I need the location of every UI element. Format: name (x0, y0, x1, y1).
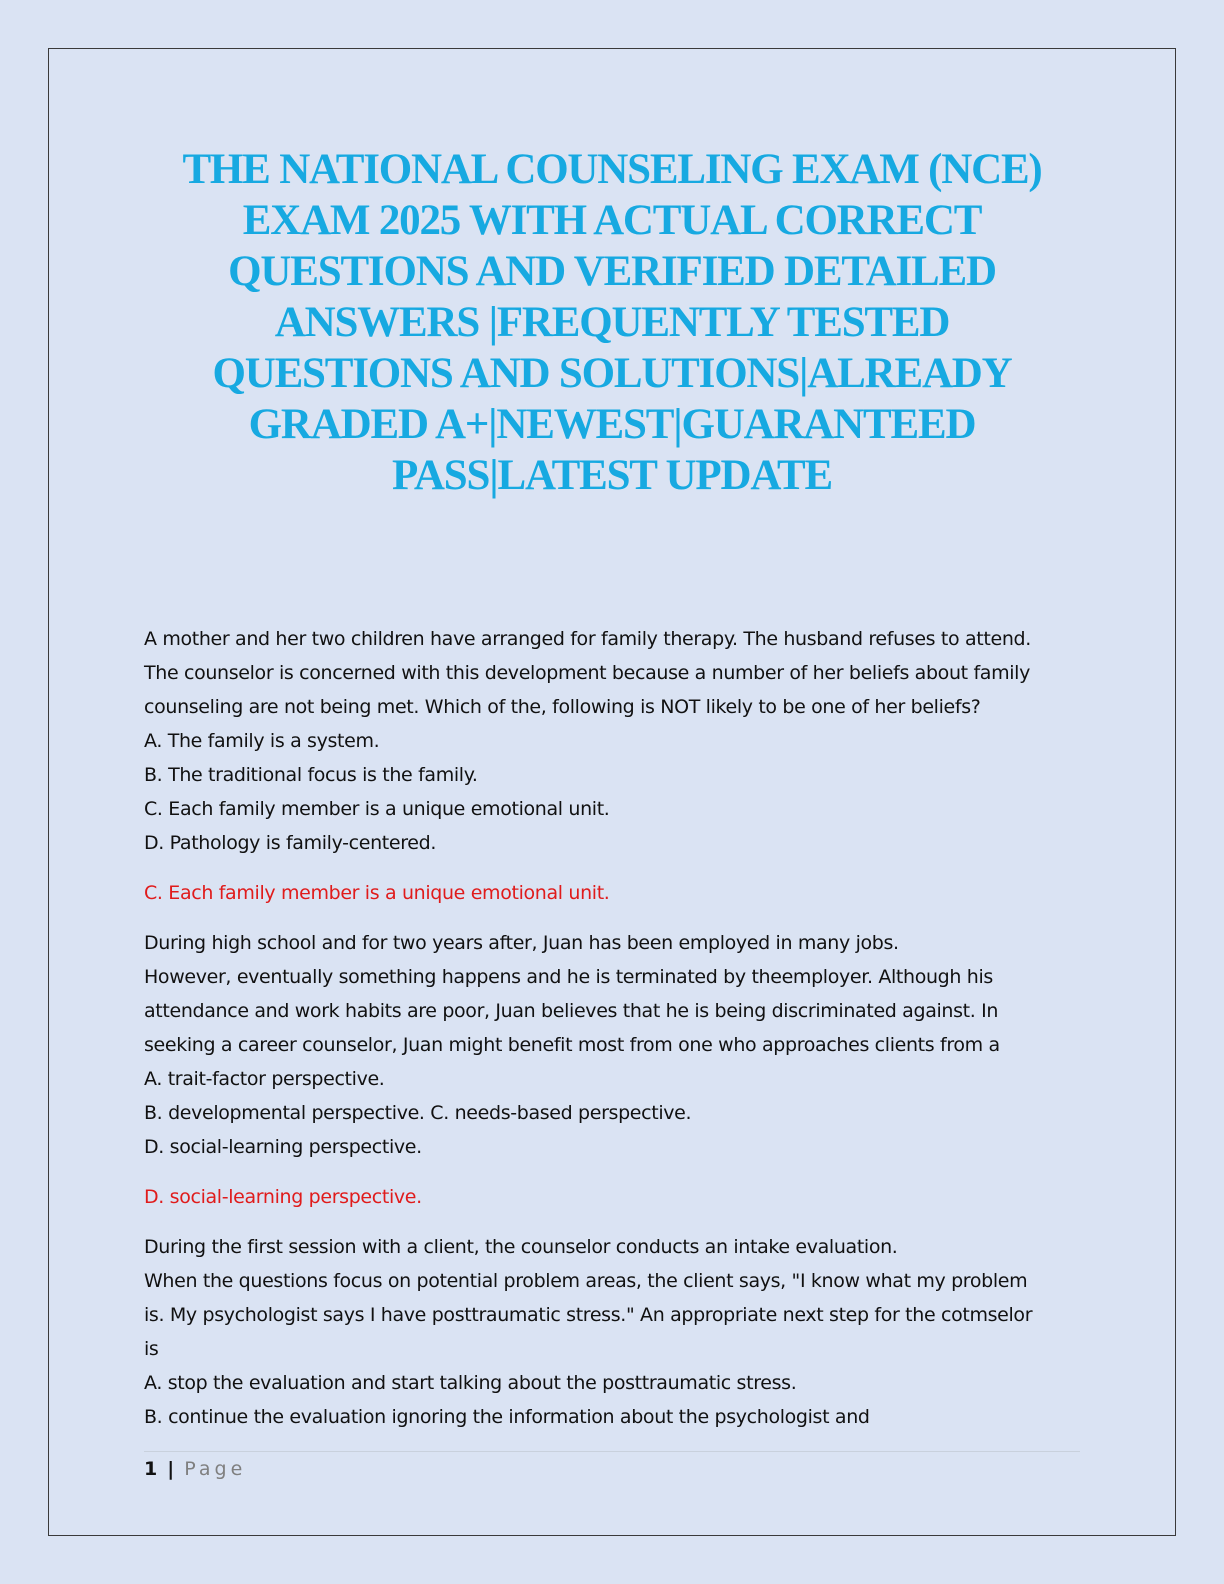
question-block (144, 1230, 1088, 1434)
page-label: Page (184, 1458, 247, 1480)
title-line: THE NATIONAL COUNSELING EXAM (NCE) (182, 146, 1042, 193)
page-footer (144, 1454, 246, 1484)
correct-answer: D. social-learning perspective. (144, 1186, 422, 1208)
title-line: PASS|LATEST UPDATE (392, 452, 832, 499)
answer-option: B. continue the evaluation ignoring the information about the psychologist and (144, 1406, 870, 1428)
answer-option: B. The traditional focus is the family. (144, 764, 478, 786)
answer-option: A. stop the evaluation and start talking about the posttraumatic stress. (144, 1372, 797, 1394)
question-block (144, 926, 1088, 1214)
answer-option: A. trait-factor perspective. (144, 1068, 385, 1090)
question-text: is (144, 1338, 159, 1360)
correct-answer: C. Each family member is a unique emotional unit. (144, 882, 610, 904)
answer-option: D. Pathology is family-centered. (144, 832, 437, 854)
question-text: The counselor is concerned with this development because a number of her beliefs about family (144, 662, 1030, 684)
question-text: is. My psychologist says I have posttraumatic stress." An appropriate next step for the cotmselor (144, 1304, 1033, 1326)
footer-separator: | (167, 1458, 175, 1480)
question-text: During the first session with a client, the counselor conducts an intake evaluation. (144, 1236, 898, 1258)
question-text: attendance and work habits are poor, Juan believes that he is being discriminated against. In (144, 1000, 999, 1022)
question-text: A mother and her two children have arranged for family therapy. The husband refuses to attend. (144, 628, 1031, 650)
question-text: However, eventually something happens and he is terminated by theemployer. Although his (144, 966, 993, 988)
title-line: QUESTIONS AND SOLUTIONS|ALREADY (212, 350, 1012, 397)
question-text: When the questions focus on potential problem areas, the client says, "I know what my problem (144, 1270, 1028, 1292)
title-line: ANSWERS |FREQUENTLY TESTED (274, 299, 950, 346)
answer-option: D. social-learning perspective. (144, 1136, 422, 1158)
question-text: During high school and for two years after, Juan has been employed in many jobs. (144, 932, 899, 954)
title-line: EXAM 2025 WITH ACTUAL CORRECT (242, 197, 982, 244)
question-text: counseling are not being met. Which of the, following is NOT likely to be one of her beliefs? (144, 696, 981, 718)
document-title (140, 144, 1084, 501)
title-line: QUESTIONS AND VERIFIED DETAILED (228, 248, 996, 295)
footer-divider (144, 1451, 1080, 1452)
question-block (144, 622, 1088, 910)
title-line: GRADED A+|NEWEST|GUARANTEED (248, 401, 976, 448)
page-number: 1 (144, 1458, 158, 1480)
question-text: seeking a career counselor, Juan might benefit most from one who approaches clients from a (144, 1034, 1000, 1056)
answer-option: C. Each family member is a unique emotional unit. (144, 798, 610, 820)
document-body (144, 622, 1088, 1434)
answer-option: A. The family is a system. (144, 730, 380, 752)
answer-option: B. developmental perspective. C. needs-based perspective. (144, 1102, 692, 1124)
